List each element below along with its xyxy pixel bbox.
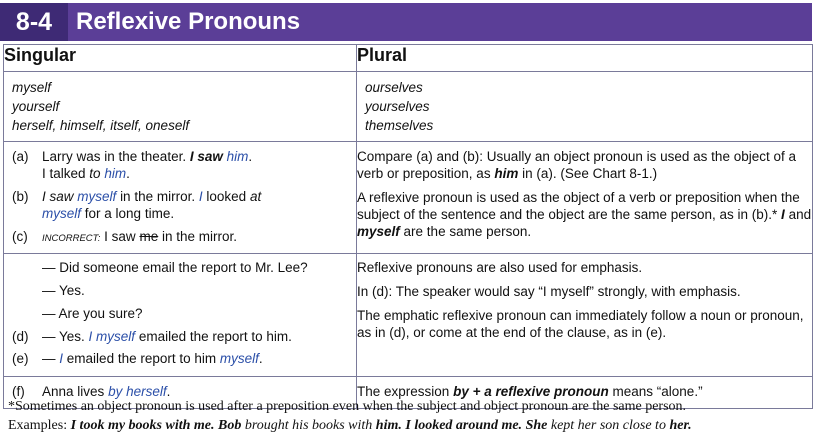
plural-word: ourselves xyxy=(365,80,423,95)
explanation-a-c-cell xyxy=(357,142,813,254)
singular-word: yourself xyxy=(12,99,60,114)
example-e: (e) — I emailed the report to him myself. xyxy=(12,351,263,366)
explanation-d-e-cell xyxy=(357,254,813,377)
example-label: (c) xyxy=(12,229,28,244)
chart-title-bar xyxy=(0,0,815,44)
explanation-paragraph: The expression by + a reflexive pronoun means “alone.” xyxy=(357,384,703,399)
explanation-paragraph: Compare (a) and (b): Usually an object pronoun is used as the object of a verb or preposition, as him in (a). (See Chart 8-1.) xyxy=(357,149,796,181)
example-label: (f) xyxy=(12,384,25,399)
example-label: (d) xyxy=(12,329,29,344)
explanation-paragraph: A reflexive pronoun is used as the object of a verb or preposition when the subject of the sentence and the object are the same person, as in (b).* I and myself are the same person. xyxy=(357,190,812,239)
explanation-paragraph: The emphatic reflexive pronoun can immediately follow a noun or pronoun, as in (d), or come at the end of the clause, as in (e). xyxy=(357,308,804,340)
explanation-paragraph: In (d): The speaker would say “I myself” strongly, with emphasis. xyxy=(357,284,741,299)
singular-word: herself, himself, itself, oneself xyxy=(12,118,190,133)
example-label: (a) xyxy=(12,149,29,164)
reflexive-pronoun-table xyxy=(3,44,813,409)
plural-words-cell xyxy=(357,72,813,142)
dialogue-line: — Did someone email the report to Mr. Lee? xyxy=(42,260,308,275)
singular-words-cell xyxy=(4,72,357,142)
incorrect-label: INCORRECT: xyxy=(42,233,101,244)
example-b: (b) I saw myself in the mirror. I looked at myself for a long time. xyxy=(12,189,262,221)
example-d: (d) — Yes. I myself emailed the report to him. xyxy=(12,329,292,344)
footnote-examples: Examples: I took my books with me. Bob brought his books with him. I looked around me. She kept her son close to her. xyxy=(8,418,692,433)
example-label: (e) xyxy=(12,351,29,366)
plural-word: yourselves xyxy=(365,99,430,114)
example-a: (a) Larry was in the theater. I saw him. I talked to him. xyxy=(12,149,253,181)
dialogue-line: — Are you sure? xyxy=(42,306,143,321)
singular-word: myself xyxy=(12,80,52,95)
singular-header: Singular xyxy=(4,45,357,72)
footnote xyxy=(8,397,808,435)
chart-number: 8-4 xyxy=(0,3,68,41)
examples-d-e-cell xyxy=(4,254,357,377)
footnote-text: *Sometimes an object pronoun is used after a preposition even when the subject and object pronoun are the same person. xyxy=(8,399,687,414)
dialogue-line: — Yes. xyxy=(42,283,85,298)
example-label: (b) xyxy=(12,189,29,204)
example-c: (c) INCORRECT: I saw me in the mirror. xyxy=(12,229,238,244)
plural-header: Plural xyxy=(357,45,813,72)
plural-word: themselves xyxy=(365,118,434,133)
examples-a-c-cell xyxy=(4,142,357,254)
chart-title: Reflexive Pronouns xyxy=(68,3,812,41)
explanation-paragraph: Reflexive pronouns are also used for emphasis. xyxy=(357,260,643,275)
example-f: (f) Anna lives by herself. xyxy=(12,384,171,399)
